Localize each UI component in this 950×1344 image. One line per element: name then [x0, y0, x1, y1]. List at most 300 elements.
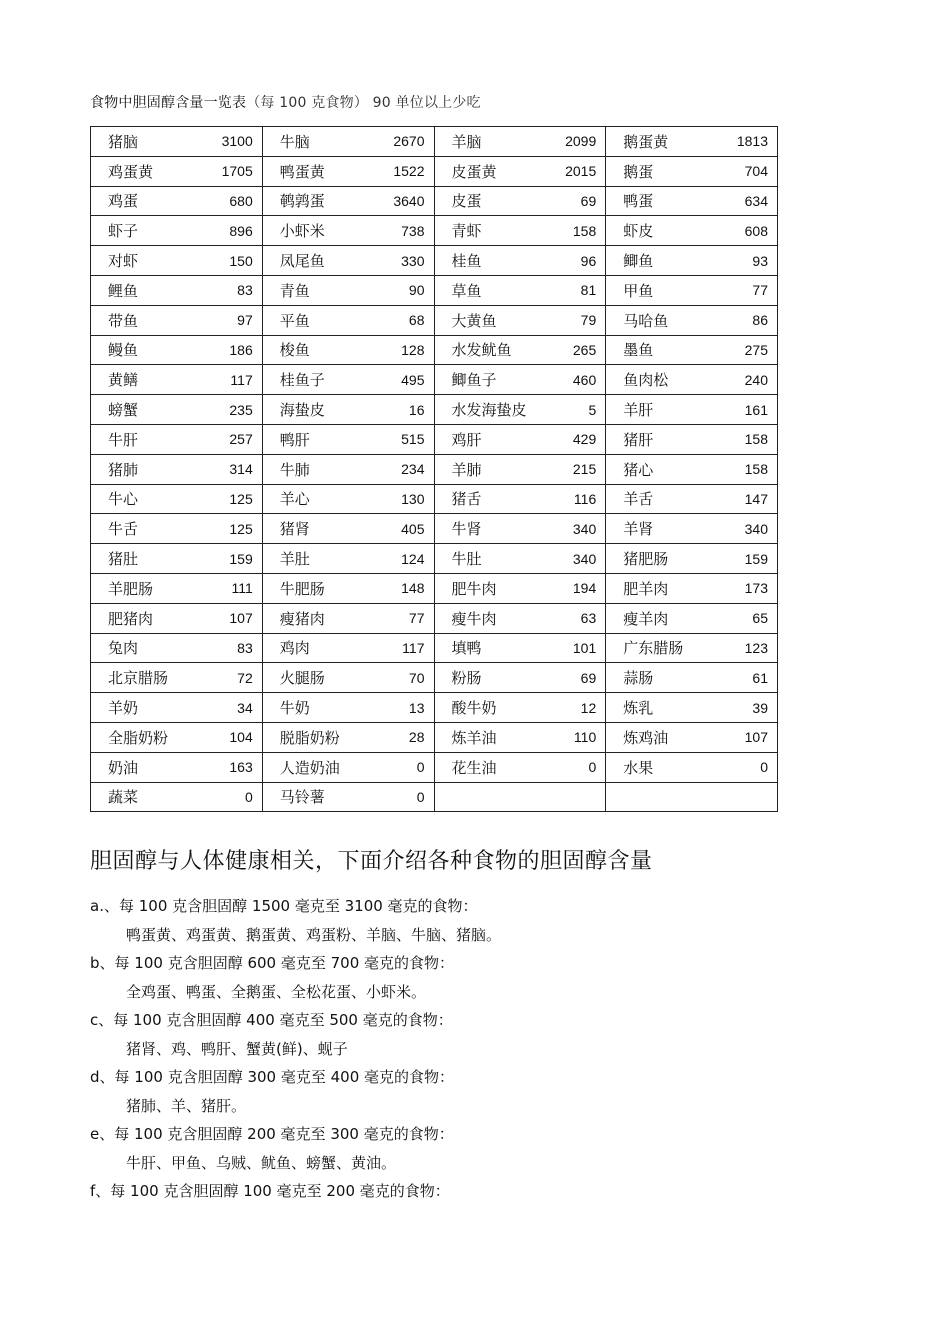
cholesterol-value: 79: [580, 312, 597, 329]
table-cell: [606, 544, 778, 574]
cholesterol-value: 69: [580, 669, 597, 686]
table-row: [91, 186, 778, 216]
food-name: 鸭蛋: [623, 192, 654, 211]
table-cell: [434, 752, 606, 782]
cholesterol-value: 0: [760, 759, 768, 776]
table-cell: [262, 186, 434, 216]
table-cell: [91, 484, 263, 514]
food-name: 羊肚: [279, 550, 310, 569]
food-name: 羊奶: [108, 699, 139, 718]
food-name: 鲫鱼: [623, 252, 654, 271]
table-row: [91, 216, 778, 246]
table-cell: [434, 156, 606, 186]
table-cell: [606, 335, 778, 365]
table-cell: [262, 782, 434, 812]
table-cell: [606, 514, 778, 544]
cholesterol-value: 161: [744, 401, 768, 418]
cholesterol-value: 101: [572, 639, 597, 656]
food-name: 牛肾: [451, 520, 482, 539]
cholesterol-value: 107: [744, 729, 768, 746]
food-name: 瘦牛肉: [451, 609, 497, 628]
cholesterol-value: 117: [402, 639, 425, 656]
cholesterol-value: 2099: [565, 133, 597, 150]
table-cell: [91, 216, 263, 246]
cholesterol-value: 107: [229, 610, 253, 627]
food-name: 青鱼: [279, 281, 310, 300]
table-cell: [262, 127, 434, 157]
table-row: [91, 484, 778, 514]
table-cell: [262, 573, 434, 603]
table-cell: [262, 424, 434, 454]
table-cell: [91, 424, 263, 454]
food-name: 鸡蛋黄: [108, 162, 154, 181]
cholesterol-value: 340: [572, 520, 597, 537]
food-name: 大黄鱼: [451, 311, 497, 330]
food-name: 鹅蛋: [623, 162, 654, 181]
food-name: 马哈鱼: [623, 311, 669, 330]
food-name: 牛奶: [279, 699, 310, 718]
food-name: 黄鳝: [108, 371, 139, 390]
cholesterol-value: 93: [752, 252, 768, 269]
food-name: 牛舌: [108, 520, 139, 539]
cholesterol-value: 96: [580, 252, 597, 269]
table-cell: [262, 722, 434, 752]
food-name: 猪肝: [623, 430, 654, 449]
cholesterol-value: 12: [580, 699, 597, 716]
cholesterol-value: 34: [237, 699, 253, 716]
table-cell: [434, 395, 606, 425]
table-cell: [606, 693, 778, 723]
food-name: 羊肥肠: [108, 579, 154, 598]
section-heading: 胆固醇与人体健康相关，下面介绍各种食物的胆固醇含量: [90, 849, 653, 874]
food-name: 蔬菜: [108, 788, 139, 807]
table-cell: [434, 246, 606, 276]
food-name: 牛肺: [279, 460, 310, 479]
food-name: 酸牛奶: [451, 699, 497, 718]
food-name: 牛肝: [108, 430, 139, 449]
cholesterol-value: 495: [401, 371, 425, 388]
cholesterol-value: 1705: [221, 163, 253, 180]
table-cell: [91, 275, 263, 305]
table-cell: [91, 722, 263, 752]
food-list-line: 猪肺、羊、猪肝。: [126, 1096, 247, 1115]
table-cell: [91, 693, 263, 723]
table-cell: [606, 484, 778, 514]
cholesterol-value: 265: [572, 341, 597, 358]
food-name: 全脂奶粉: [108, 728, 169, 747]
food-list-line: 鸭蛋黄、鸡蛋黄、鹅蛋黄、鸡蛋粉、羊脑、牛脑、猪脑。: [126, 925, 502, 944]
food-name: 猪肥肠: [623, 550, 669, 569]
table-row: [91, 544, 778, 574]
cholesterol-value: 235: [229, 401, 253, 418]
food-name: 脱脂奶粉: [279, 728, 340, 747]
cholesterol-value: 83: [237, 282, 253, 299]
table-row: [91, 633, 778, 663]
table-cell: [262, 246, 434, 276]
cholesterol-value: 39: [752, 699, 768, 716]
table-row: [91, 782, 778, 812]
table-cell: [434, 663, 606, 693]
food-name: 炼鸡油: [623, 728, 669, 747]
food-name: 花生油: [451, 758, 497, 777]
food-name: 凤尾鱼: [279, 252, 325, 271]
table-cell: [91, 186, 263, 216]
table-cell: [91, 395, 263, 425]
cholesterol-value: 28: [408, 729, 425, 746]
table-cell: [91, 573, 263, 603]
food-name: 瘦羊肉: [623, 609, 669, 628]
table-cell: [434, 544, 606, 574]
cholesterol-value: 163: [229, 759, 253, 776]
food-name: 皮蛋: [451, 192, 482, 211]
table-cell: [91, 544, 263, 574]
food-name: 鱼肉松: [623, 371, 669, 390]
table-cell: [434, 127, 606, 157]
cholesterol-value: 896: [229, 222, 253, 239]
table-cell: [606, 275, 778, 305]
cholesterol-value: 634: [744, 192, 768, 209]
table-cell: [434, 186, 606, 216]
range-label-line: a.、每 100 克含胆固醇 1500 毫克至 3100 毫克的食物：: [90, 897, 478, 915]
table-cell: [262, 544, 434, 574]
food-name: 桂鱼: [451, 252, 482, 271]
food-name: 鳗鱼: [108, 341, 139, 360]
table-cell: [434, 573, 606, 603]
table-cell: [434, 782, 606, 812]
table-cell: [606, 633, 778, 663]
food-name: 粉肠: [451, 669, 482, 688]
cholesterol-value: 90: [408, 282, 425, 299]
cholesterol-value: 65: [752, 610, 768, 627]
cholesterol-table-body: [91, 127, 778, 812]
table-cell: [434, 275, 606, 305]
cholesterol-value: 704: [744, 163, 768, 180]
cholesterol-value: 130: [401, 490, 425, 507]
cholesterol-value: 738: [401, 222, 425, 239]
food-name: 墨鱼: [623, 341, 654, 360]
food-name: 水发鱿鱼: [451, 341, 512, 360]
table-cell: [262, 156, 434, 186]
food-name: 水发海蛰皮: [451, 401, 527, 420]
food-name: 广东腊肠: [623, 639, 684, 658]
cholesterol-value: 0: [416, 788, 425, 805]
table-cell: [91, 246, 263, 276]
food-name: 虾子: [108, 222, 139, 241]
cholesterol-value: 680: [229, 192, 253, 209]
cholesterol-value: 158: [572, 222, 597, 239]
cholesterol-value: 340: [744, 520, 768, 537]
cholesterol-value: 3640: [393, 192, 425, 209]
table-cell: [91, 514, 263, 544]
food-name: 鲤鱼: [108, 281, 139, 300]
food-name: 虾皮: [623, 222, 654, 241]
food-name: 青虾: [451, 222, 482, 241]
food-name: 肥猪肉: [108, 609, 154, 628]
table-cell: [262, 275, 434, 305]
table-row: [91, 603, 778, 633]
food-name: 猪肚: [108, 550, 139, 569]
cholesterol-value: 405: [401, 520, 425, 537]
food-name: 带鱼: [108, 311, 139, 330]
food-name: 人造奶油: [279, 758, 340, 777]
cholesterol-value: 2670: [393, 133, 425, 150]
food-name: 鲫鱼子: [451, 371, 497, 390]
table-row: [91, 156, 778, 186]
cholesterol-value: 150: [229, 252, 253, 269]
cholesterol-value: 1522: [393, 163, 425, 180]
cholesterol-value: 515: [401, 431, 425, 448]
food-name: 羊肝: [623, 401, 654, 420]
cholesterol-value: 61: [752, 669, 768, 686]
cholesterol-value: 97: [237, 312, 253, 329]
table-cell: [606, 782, 778, 812]
cholesterol-value: 16: [408, 401, 425, 418]
food-name: 牛肥肠: [279, 579, 325, 598]
cholesterol-value: 0: [416, 759, 425, 776]
food-name: 羊脑: [451, 132, 482, 151]
table-cell: [434, 693, 606, 723]
food-name: 鹅蛋黄: [623, 132, 669, 151]
table-cell: [434, 514, 606, 544]
range-label-line: b、每 100 克含胆固醇 600 毫克至 700 毫克的食物：: [90, 954, 455, 972]
food-name: 火腿肠: [279, 669, 325, 688]
cholesterol-value: 86: [752, 312, 768, 329]
cholesterol-value: 111: [231, 580, 253, 597]
food-name: 皮蛋黄: [451, 162, 497, 181]
table-cell: [434, 335, 606, 365]
cholesterol-value: 104: [229, 729, 253, 746]
table-cell: [262, 216, 434, 246]
food-name: 对虾: [108, 252, 139, 271]
food-name: 肥牛肉: [451, 579, 497, 598]
cholesterol-value: 330: [401, 252, 425, 269]
cholesterol-ranges-list: [90, 892, 501, 1206]
table-cell: [434, 454, 606, 484]
cholesterol-value: 116: [573, 490, 597, 507]
cholesterol-value: 234: [401, 461, 425, 478]
table-cell: [262, 335, 434, 365]
food-name: 海蛰皮: [279, 401, 325, 420]
cholesterol-value: 3100: [221, 133, 253, 150]
table-cell: [434, 603, 606, 633]
food-name: 兔肉: [108, 639, 139, 658]
table-cell: [434, 424, 606, 454]
food-name: 草鱼: [451, 281, 482, 300]
table-cell: [262, 305, 434, 335]
table-cell: [91, 663, 263, 693]
cholesterol-value: 314: [229, 461, 253, 478]
food-name: 瘦猪肉: [279, 609, 325, 628]
food-name: 鸡肝: [451, 430, 482, 449]
cholesterol-value: 63: [580, 610, 597, 627]
table-cell: [606, 127, 778, 157]
cholesterol-value: 83: [237, 639, 253, 656]
table-cell: [262, 752, 434, 782]
cholesterol-value: 608: [744, 222, 768, 239]
cholesterol-value: 13: [408, 699, 425, 716]
cholesterol-table: [90, 126, 778, 812]
table-cell: [262, 395, 434, 425]
table-row: [91, 424, 778, 454]
food-name: 猪脑: [108, 132, 139, 151]
food-name: 马铃薯: [279, 788, 325, 807]
table-cell: [262, 484, 434, 514]
food-name: 鸡蛋: [108, 192, 139, 211]
food-name: 螃蟹: [108, 401, 139, 420]
table-cell: [606, 603, 778, 633]
cholesterol-value: 123: [744, 639, 768, 656]
table-cell: [606, 305, 778, 335]
table-cell: [262, 633, 434, 663]
food-name: 小虾米: [279, 222, 325, 241]
table-row: [91, 752, 778, 782]
range-label-line: e、每 100 克含胆固醇 200 毫克至 300 毫克的食物：: [90, 1125, 454, 1143]
page-title: [90, 92, 481, 112]
table-cell: [91, 782, 263, 812]
cholesterol-value: 2015: [565, 163, 597, 180]
table-cell: [606, 454, 778, 484]
table-row: [91, 693, 778, 723]
table-row: [91, 127, 778, 157]
food-name: 蒜肠: [623, 669, 654, 688]
table-cell: [606, 752, 778, 782]
cholesterol-value: 69: [580, 192, 597, 209]
table-cell: [91, 127, 263, 157]
food-name: 填鸭: [451, 639, 482, 658]
table-cell: [91, 305, 263, 335]
table-row: [91, 335, 778, 365]
table-cell: [606, 722, 778, 752]
cholesterol-value: 117: [230, 371, 253, 388]
cholesterol-value: 429: [572, 431, 597, 448]
food-list-line: 牛肝、甲鱼、乌贼、鱿鱼、螃蟹、黄油。: [126, 1153, 397, 1172]
table-cell: [606, 156, 778, 186]
cholesterol-value: 70: [408, 669, 425, 686]
food-name: 牛脑: [279, 132, 310, 151]
table-row: [91, 395, 778, 425]
food-name: 平鱼: [279, 311, 310, 330]
cholesterol-value: 460: [572, 371, 597, 388]
cholesterol-value: 194: [572, 580, 597, 597]
table-cell: [434, 365, 606, 395]
range-label-line: d、每 100 克含胆固醇 300 毫克至 400 毫克的食物：: [90, 1068, 455, 1086]
table-cell: [606, 663, 778, 693]
food-name: 鸭蛋黄: [279, 162, 325, 181]
table-cell: [606, 216, 778, 246]
table-row: [91, 246, 778, 276]
table-row: [91, 275, 778, 305]
cholesterol-value: 77: [752, 282, 768, 299]
table-cell: [606, 573, 778, 603]
cholesterol-value: 147: [744, 490, 768, 507]
food-name: 牛心: [108, 490, 139, 509]
table-row: [91, 663, 778, 693]
food-name: 猪心: [623, 460, 654, 479]
table-cell: [606, 186, 778, 216]
food-name: 羊肾: [623, 520, 654, 539]
table-cell: [91, 365, 263, 395]
table-cell: [434, 216, 606, 246]
cholesterol-value: 68: [408, 312, 425, 329]
food-name: 奶油: [108, 758, 139, 777]
cholesterol-value: 159: [744, 550, 768, 567]
table-row: [91, 573, 778, 603]
food-list-line: 猪肾、鸡、鸭肝、蟹黄(鲜)、蚬子: [126, 1039, 348, 1058]
table-cell: [262, 514, 434, 544]
cholesterol-value: 257: [229, 431, 253, 448]
cholesterol-value: 158: [744, 461, 768, 478]
food-name: 鸭肝: [279, 430, 310, 449]
table-cell: [262, 365, 434, 395]
table-cell: [434, 722, 606, 752]
cholesterol-value: 125: [229, 520, 253, 537]
table-cell: [262, 663, 434, 693]
title-subtitle: （每 100 克食物） 90 单位以上少吃: [246, 95, 481, 111]
food-name: 梭鱼: [279, 341, 310, 360]
cholesterol-value: 240: [744, 371, 768, 388]
cholesterol-value: 124: [401, 550, 425, 567]
food-name: 炼羊油: [451, 728, 497, 747]
table-row: [91, 305, 778, 335]
table-cell: [91, 752, 263, 782]
table-cell: [91, 454, 263, 484]
cholesterol-value: 275: [744, 341, 768, 358]
cholesterol-value: 77: [408, 610, 425, 627]
cholesterol-value: 110: [573, 729, 597, 746]
table-cell: [434, 305, 606, 335]
cholesterol-value: 125: [229, 490, 253, 507]
food-name: 北京腊肠: [108, 669, 169, 688]
food-name: 猪肾: [279, 520, 310, 539]
food-name: 炼乳: [623, 699, 654, 718]
table-row: [91, 365, 778, 395]
food-name: 水果: [623, 758, 654, 777]
cholesterol-value: 128: [401, 341, 425, 358]
food-list-line: 全鸡蛋、鸭蛋、全鹅蛋、全松花蛋、小虾米。: [126, 982, 427, 1001]
cholesterol-value: 72: [237, 669, 253, 686]
cholesterol-value: 340: [572, 550, 597, 567]
cholesterol-value: 0: [588, 759, 597, 776]
table-cell: [606, 424, 778, 454]
food-name: 甲鱼: [623, 281, 654, 300]
range-label-line: c、每 100 克含胆固醇 400 毫克至 500 毫克的食物：: [90, 1011, 453, 1029]
table-cell: [606, 365, 778, 395]
cholesterol-value: 159: [229, 550, 253, 567]
cholesterol-value: 81: [580, 282, 597, 299]
food-name: 猪肺: [108, 460, 139, 479]
cholesterol-value: 158: [744, 431, 768, 448]
table-cell: [91, 335, 263, 365]
table-cell: [262, 693, 434, 723]
table-row: [91, 722, 778, 752]
food-name: 鸡肉: [279, 639, 310, 658]
table-cell: [91, 603, 263, 633]
range-label-line: f、每 100 克含胆固醇 100 毫克至 200 毫克的食物：: [90, 1182, 450, 1200]
cholesterol-value: 215: [572, 461, 597, 478]
table-cell: [434, 633, 606, 663]
table-cell: [434, 484, 606, 514]
title-main: 食物中胆固醇含量一览表: [90, 95, 247, 111]
food-name: 牛肚: [451, 550, 482, 569]
table-cell: [606, 395, 778, 425]
table-cell: [91, 156, 263, 186]
cholesterol-value: 1813: [736, 133, 768, 150]
food-name: 肥羊肉: [623, 579, 669, 598]
food-name: 羊肺: [451, 460, 482, 479]
cholesterol-value: 186: [229, 341, 253, 358]
food-name: 羊舌: [623, 490, 654, 509]
table-row: [91, 514, 778, 544]
